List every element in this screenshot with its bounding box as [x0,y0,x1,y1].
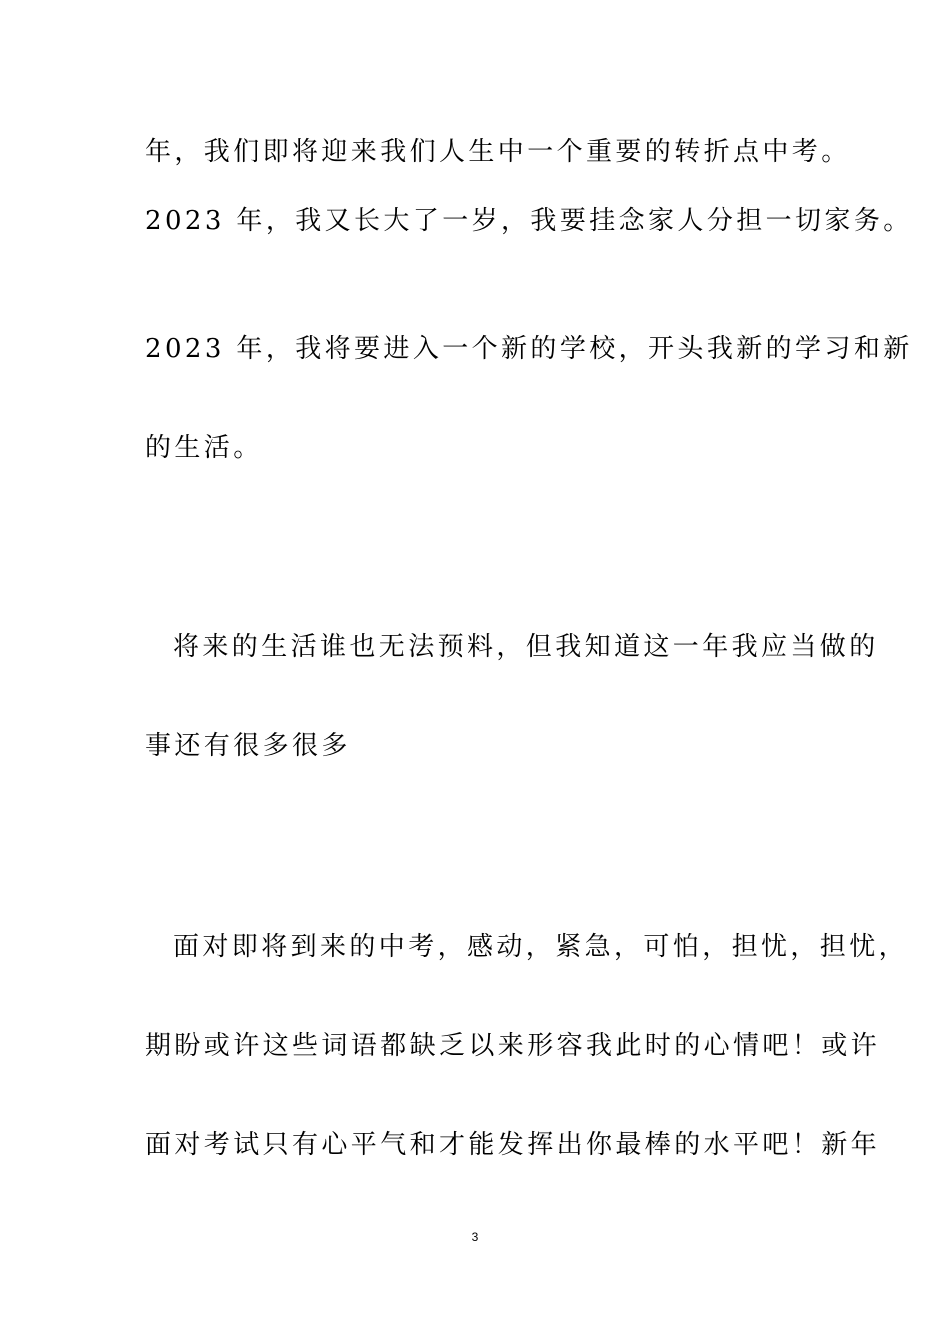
text-line-2: 2023 年，我又长大了一岁，我要挂念家人分担一切家务。 [145,206,913,236]
text-line-7: 面对即将到来的中考，感动，紧急，可怕，担忧，担忧， [173,932,909,962]
text-line-8: 期盼或许这些词语都缺乏以来形容我此时的心情吧！或许 [145,1031,881,1061]
text-line-6: 事还有很多很多 [145,731,351,761]
page-number: 3 [471,1230,479,1244]
text-line-5: 将来的生活谁也无法预料，但我知道这一年我应当做的 [173,632,879,662]
text-line-1: 年，我们即将迎来我们人生中一个重要的转折点中考。 [145,137,851,167]
text-line-9: 面对考试只有心平气和才能发挥出你最棒的水平吧！新年 [145,1130,881,1160]
text-line-4: 的生活。 [145,433,263,463]
text-line-3: 2023 年，我将要进入一个新的学校，开头我新的学习和新 [145,334,913,364]
